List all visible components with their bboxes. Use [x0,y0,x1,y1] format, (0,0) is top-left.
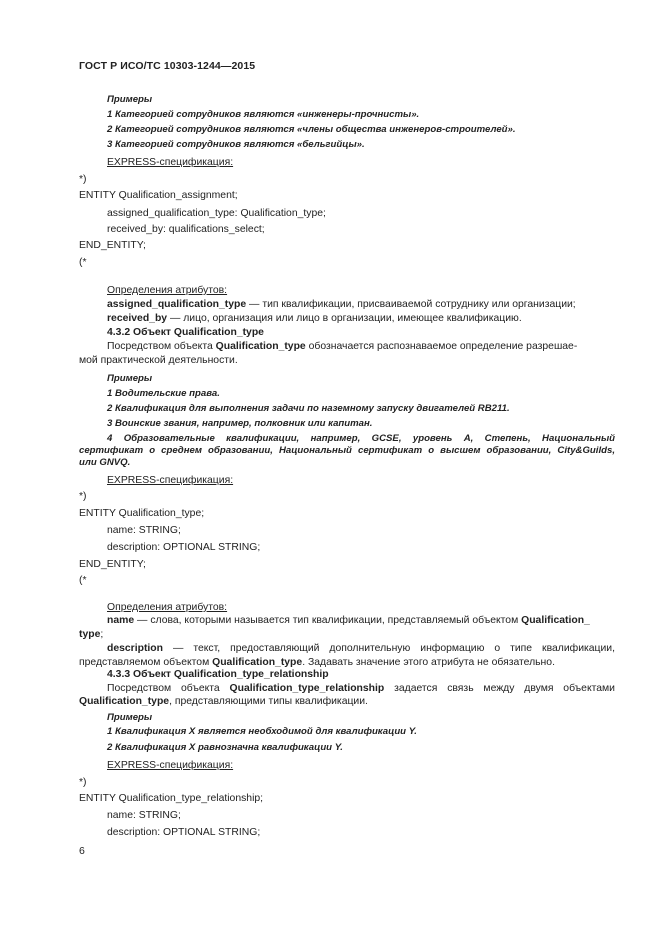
entity-attribute: assigned_qualification_type: Qualification_type; [107,208,326,219]
examples-title: Примеры [107,373,153,384]
example-item: 1 Водительские права. [107,388,220,399]
entity-declaration: ENTITY Qualification_type_relationship; [79,793,264,804]
entity-end: END_ENTITY; [79,559,146,570]
text-run: Посредством объекта [107,341,216,352]
entity-attribute: received_by: qualifications_select; [107,224,265,235]
attribute-definitions-label: Определения атрибутов: [107,602,228,613]
attribute-description: — тип квалификации, присваиваемой сотруднику или организации; [246,299,576,310]
example-item: 2 Категорией сотрудников являются «члены общества инженеров-строителей». [107,124,516,135]
attribute-definition-cont [79,628,103,641]
example-item: сертификат о среднем образовании, Национальный сертификат о высшем образовании, City&Guilds, [79,445,615,456]
attribute-description: — лицо, организация или лицо в организации, имеющее квалификацию. [167,313,522,324]
comment-open: (* [79,257,87,268]
comment-close: *) [79,491,87,502]
entity-attribute: description: OPTIONAL STRING; [107,542,261,553]
paragraph-line [107,682,615,695]
example-item: 1 Квалификация X является необходимой для квалификации Y. [107,726,417,737]
comment-close: *) [79,777,87,788]
attribute-name: description [107,643,164,654]
attribute-definition [107,298,576,311]
attribute-definition [107,614,590,627]
example-item: 2 Квалификация для выполнения задачи по наземному запуску двигателей RB211. [107,403,510,414]
express-spec-label: EXPRESS-спецификация: [107,157,234,168]
entity-declaration: ENTITY Qualification_assignment; [79,190,238,201]
object-name: Qualification_type [212,657,303,668]
entity-end: END_ENTITY; [79,240,146,251]
entity-declaration: ENTITY Qualification_type; [79,508,205,519]
paragraph-line: мой практической деятельности. [79,355,238,366]
attribute-name: name [107,615,135,626]
attribute-name: received_by [107,313,168,324]
object-name: Qualification_type [215,341,306,352]
examples-title: Примеры [107,94,153,105]
examples-title: Примеры [107,712,153,723]
object-name: type [79,629,101,640]
entity-attribute: name: STRING; [107,810,181,821]
text-run: задается связь между двумя объектами [384,683,615,694]
text-run: Посредством объекта [107,683,230,694]
attribute-definition [107,312,522,325]
comment-open: (* [79,575,87,586]
object-name: Qualification_type_relationship [229,683,385,694]
attribute-definitions-label: Определения атрибутов: [107,285,228,296]
paragraph-line [107,340,577,353]
attribute-description: — текст, предоставляющий дополнительную информацию о типе квалификации, [163,643,615,654]
attribute-name: assigned_qualification_type [107,299,247,310]
example-item: или GNVQ. [79,457,131,468]
example-item: 3 Категорией сотрудников являются «бельгийцы». [107,139,365,150]
example-item: 2 Квалификация X равнозначна квалификации Y. [107,742,343,753]
text-run: обозначается распознаваемое определение разрешае- [305,341,578,352]
document-header: ГОСТ Р ИСО/ТС 10303-1244—2015 [79,60,256,72]
example-item: 4 Образовательные квалификации, например, GCSE, уровень A, Степень, Национальный [107,433,615,444]
entity-attribute: description: OPTIONAL STRING; [107,827,261,838]
entity-attribute: name: STRING; [107,525,181,536]
text-run: , представляющими типы квалификации. [169,696,368,707]
object-name: Qualification_type [79,696,170,707]
object-name: Qualification_ [521,615,590,626]
comment-close: *) [79,174,87,185]
express-spec-label: EXPRESS-спецификация: [107,475,234,486]
express-spec-label: EXPRESS-спецификация: [107,760,234,771]
example-item: 1 Категорией сотрудников являются «инженеры-прочнисты». [107,109,420,120]
example-item: 3 Воинские звания, например, полковник или капитан. [107,418,373,429]
page-number: 6 [79,845,85,857]
section-heading: 4.3.2 Объект Qualification_type [107,327,264,338]
paragraph-line [79,695,368,708]
text-run: ; [100,629,104,640]
text-run: представляемом объектом [79,657,213,668]
section-heading: 4.3.3 Объект Qualification_type_relationship [107,669,329,680]
attribute-definition [107,642,615,655]
text-run: . Задавать значение этого атрибута не обязательно. [302,657,555,668]
attribute-description: — слова, которыми называется тип квалификации, представляемый объектом [134,615,522,626]
